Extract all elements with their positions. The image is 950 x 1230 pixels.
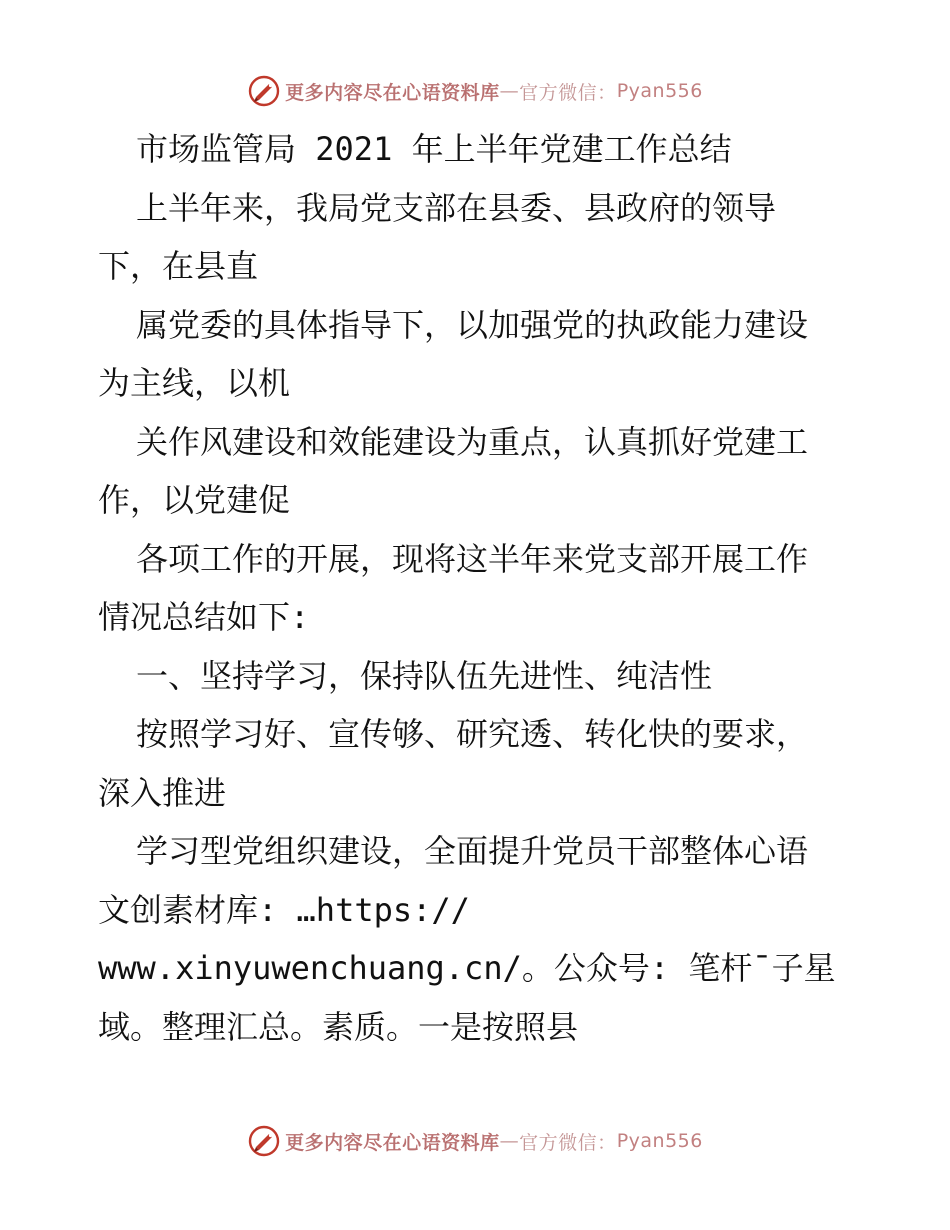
document-body bbox=[98, 120, 888, 1056]
paragraph-line: 各项工作的开展，现将这半年来党支部开展工作 bbox=[136, 539, 809, 578]
watermark-dash: — bbox=[499, 1130, 520, 1152]
watermark-header bbox=[0, 74, 950, 108]
fountain-pen-circle-icon bbox=[247, 1124, 281, 1158]
paragraph-line: 属党委的具体指导下，以加强党的执政能力建设 bbox=[136, 305, 809, 344]
paragraph-line: 下，在县直 bbox=[98, 247, 259, 285]
watermark-wechat-label: 官方微信： bbox=[519, 1131, 617, 1154]
paragraph-line: 为主线，以机 bbox=[98, 364, 291, 402]
paragraph-line: 作，以党建促 bbox=[98, 481, 291, 519]
document-title: 市场监管局 2021 年上半年党建工作总结 bbox=[136, 130, 732, 168]
watermark-dash: — bbox=[499, 80, 520, 102]
paragraph-line: 关作风建设和效能建设为重点，认真抓好党建工 bbox=[136, 422, 809, 461]
section-heading: 一、坚持学习，保持队伍先进性、纯洁性 bbox=[136, 656, 713, 695]
paragraph-line: 情况总结如下: bbox=[98, 598, 310, 636]
watermark-brand: 更多内容尽在心语资料库 bbox=[285, 1131, 500, 1154]
fountain-pen-circle-icon bbox=[247, 74, 281, 108]
paragraph-line: 深入推进 bbox=[98, 773, 227, 812]
watermark-wechat-label: 官方微信： bbox=[519, 81, 617, 104]
watermark-brand: 更多内容尽在心语资料库 bbox=[285, 81, 500, 104]
watermark-wechat-id: Pyan556 bbox=[616, 80, 703, 102]
paragraph-line: 按照学习好、宣传够、研究透、转化快的要求， bbox=[136, 715, 809, 753]
paragraph-line: 文创素材库: …https:// bbox=[98, 890, 470, 929]
paragraph-line: 上半年来，我局党支部在县委、县政府的领导 bbox=[136, 188, 777, 227]
paragraph-line: www.xinyuwenchuang.cn/。公众号: 笔杆¯子星 bbox=[98, 949, 836, 987]
watermark-wechat-id: Pyan556 bbox=[616, 1130, 703, 1152]
paragraph-line: 域。整理汇总。素质。一是按照县 bbox=[98, 1007, 579, 1046]
watermark-footer bbox=[0, 1124, 950, 1158]
paragraph-line: 学习型党组织建设，全面提升党员干部整体心语 bbox=[136, 832, 809, 870]
